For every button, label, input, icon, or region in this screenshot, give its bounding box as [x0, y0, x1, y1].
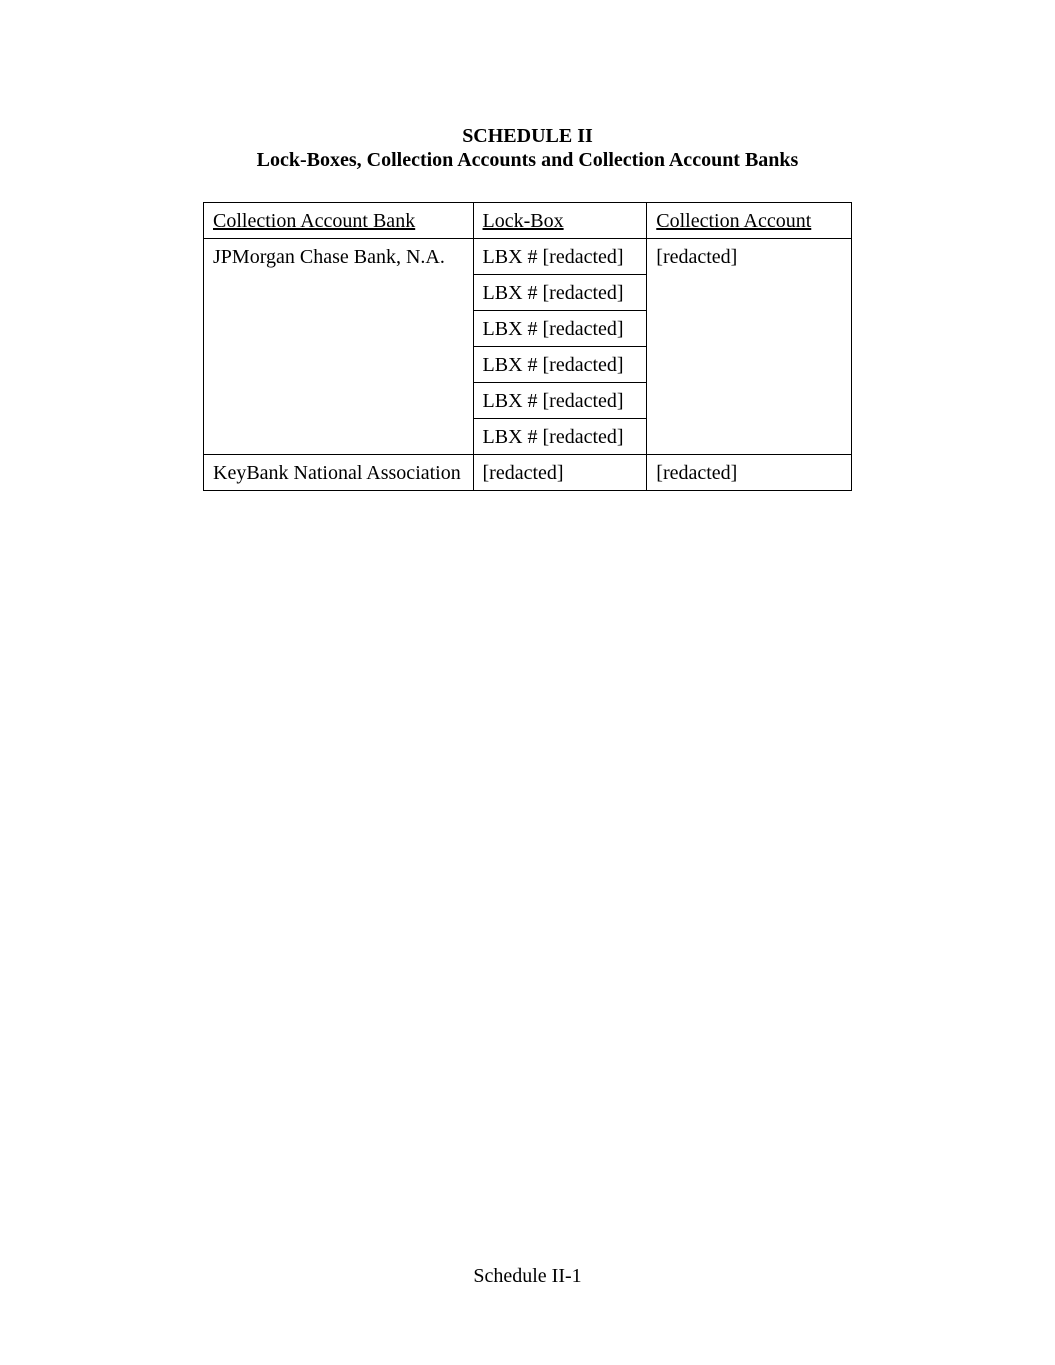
table-row — [204, 455, 852, 491]
lockbox-cell: LBX # [redacted] — [473, 383, 647, 419]
lockbox-cell: LBX # [redacted] — [473, 239, 647, 275]
header-lock-box: Lock-Box — [473, 203, 647, 239]
page-footer: Schedule II-1 — [473, 1265, 582, 1287]
header-collection-account-bank: Collection Account Bank — [204, 203, 474, 239]
table-row — [204, 239, 852, 275]
header-collection-account: Collection Account — [647, 203, 852, 239]
schedule-title: Lock-Boxes, Collection Accounts and Collection Account Banks — [256, 149, 799, 171]
lockbox-cell: LBX # [redacted] — [473, 311, 647, 347]
lockbox-cell: LBX # [redacted] — [473, 347, 647, 383]
account-cell: [redacted] — [647, 239, 852, 455]
bank-cell: JPMorgan Chase Bank, N.A. — [204, 239, 474, 455]
lockbox-table — [203, 202, 852, 491]
lockbox-cell: LBX # [redacted] — [473, 419, 647, 455]
bank-cell: KeyBank National Association — [204, 455, 474, 491]
lockbox-cell: [redacted] — [473, 455, 647, 491]
account-cell: [redacted] — [647, 455, 852, 491]
lockbox-cell: LBX # [redacted] — [473, 275, 647, 311]
schedule-header — [0, 124, 1055, 172]
schedule-label: SCHEDULE II — [462, 125, 593, 147]
table-header-row — [204, 203, 852, 239]
